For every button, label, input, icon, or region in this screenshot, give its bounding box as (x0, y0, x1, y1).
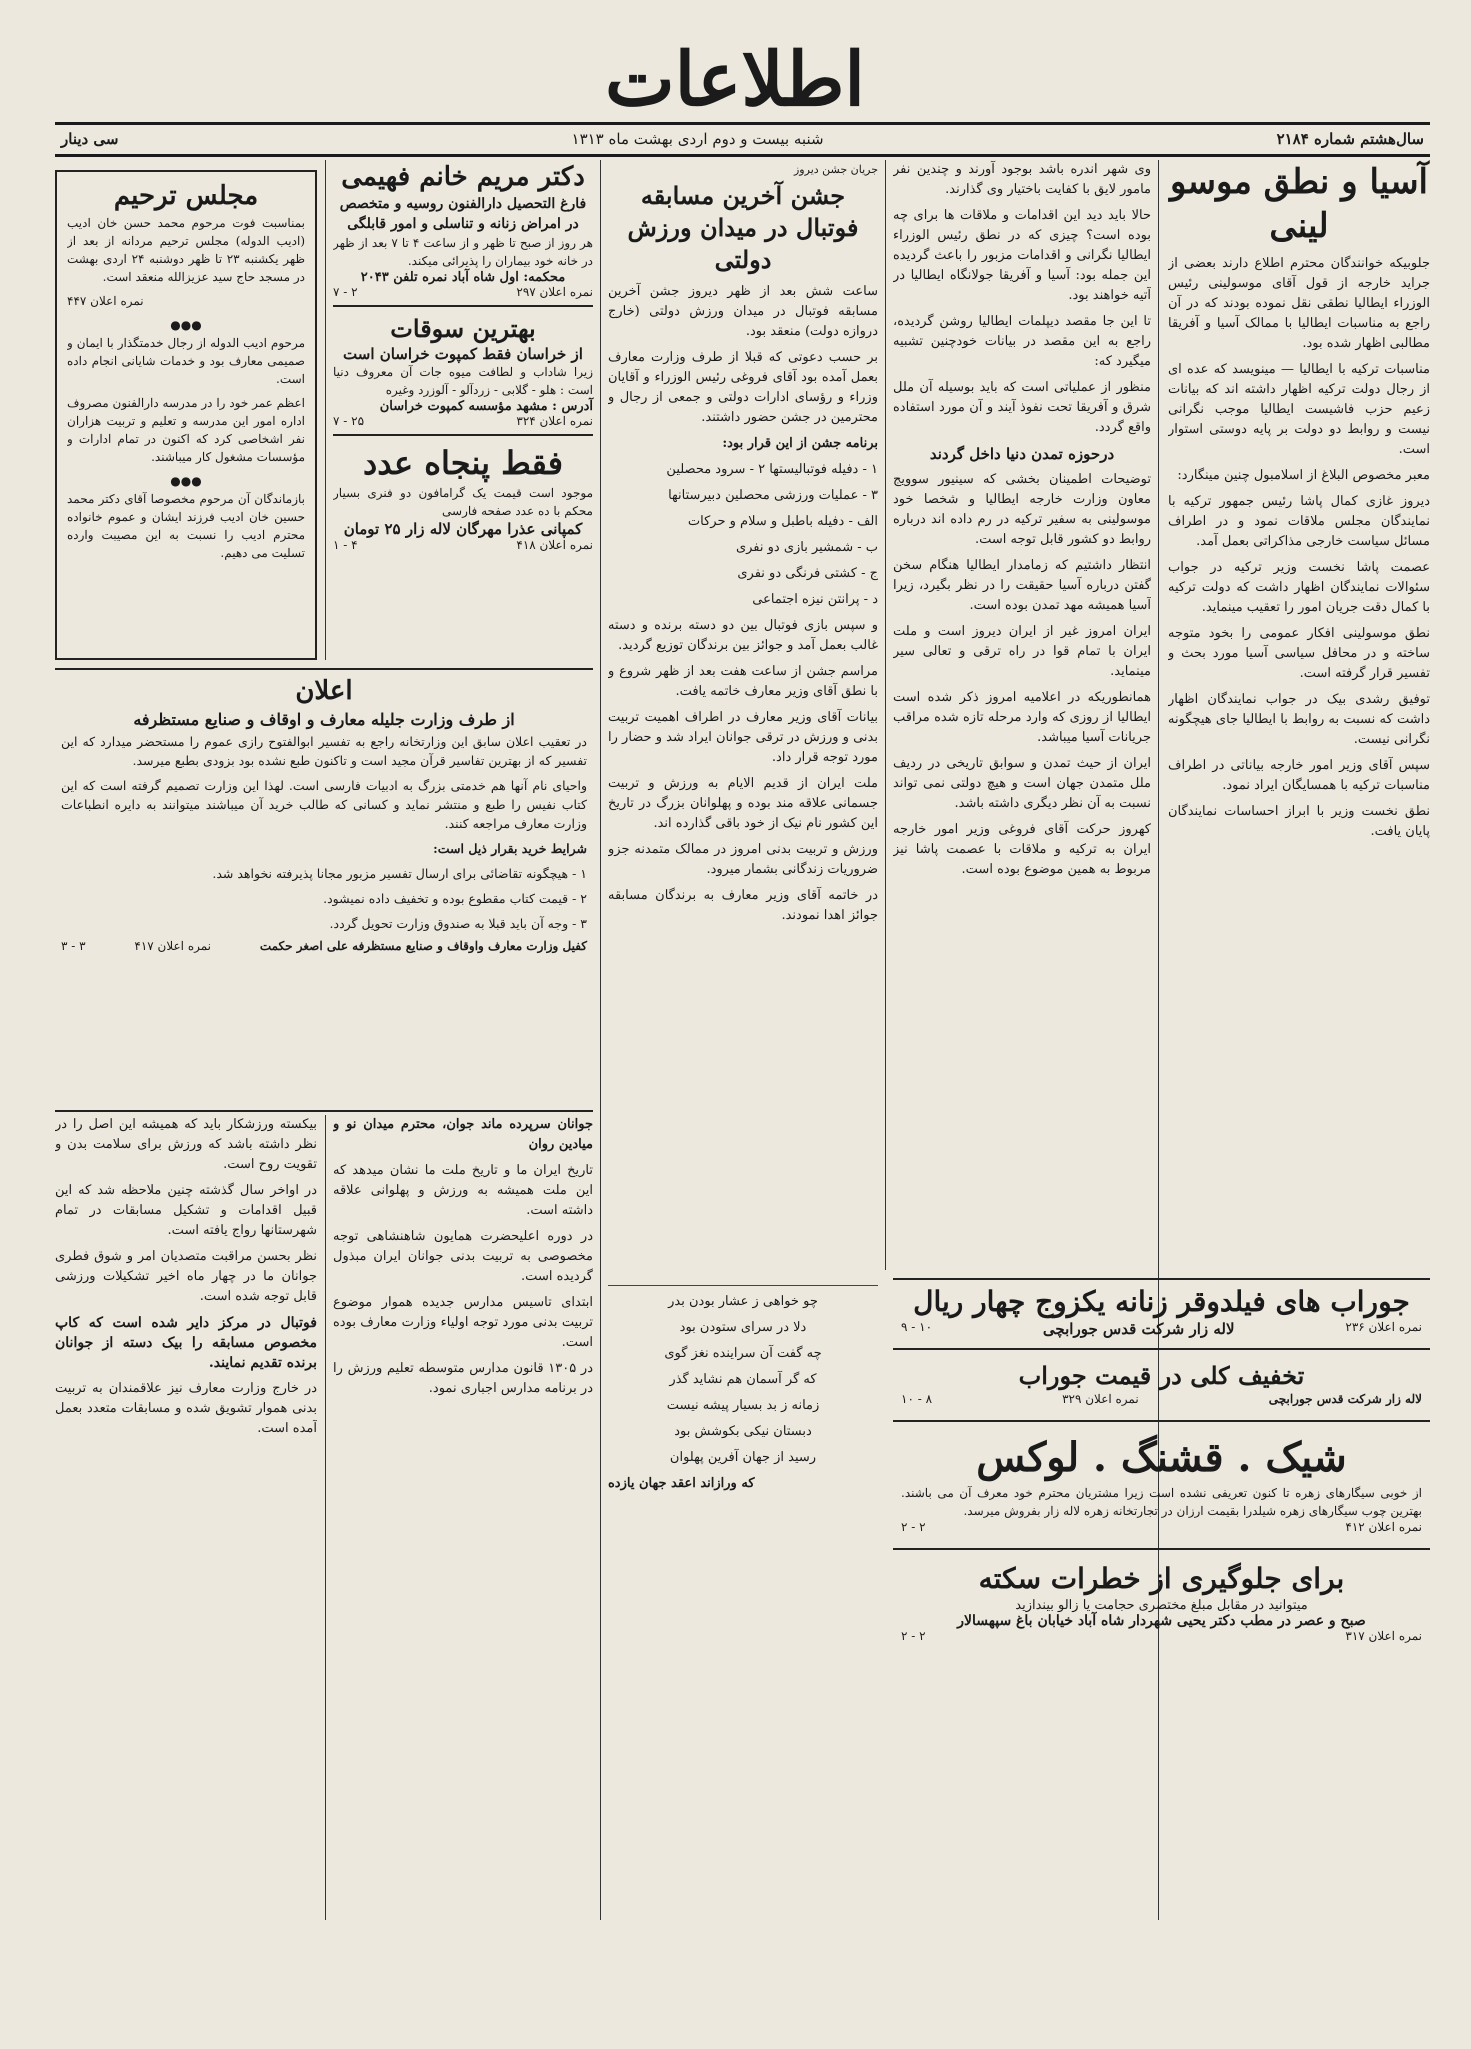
ad-code: ۱۰ - ۹ (901, 1320, 933, 1334)
article-paragraph: سپس آقای وزیر امور خارجه بیاناتی در اطراف مناسبات ترکیه با همسایگان ایراد نمود. (1168, 758, 1430, 793)
column-divider (325, 160, 326, 660)
program-item: ۱ - دفیله فوتبالیستها ۲ - سرود محصلین (666, 462, 878, 477)
article-paragraph: مراسم جشن از ساعت هفت بعد از ظهر شروع و با نطق آقای وزیر معارف خاتمه یافت. (608, 664, 878, 699)
article-paragraph: ساعت شش بعد از ظهر دیروز جشن آخرین مسابقه فوتبال در میدان ورزش دولتی (خارج دروازه دولت) منعقد بود. (608, 284, 878, 339)
ad-code: ۴ - ۱ (333, 538, 358, 552)
article-paragraph: در خاتمه آقای وزیر معارف به برندگان مسابقه جوائز اهدا نمودند. (608, 888, 878, 923)
gramophone-ad-price: ۲۵ تومان (343, 520, 401, 538)
article-paragraph: در ۱۳۰۵ قانون مدارس متوسطه تعلیم ورزش را در برنامه مدارس اجباری نمود. (333, 1361, 593, 1396)
notice-paragraph: ۳ - وجه آن باید قبلا به صندوق وزارت تحویل گردد. (329, 916, 587, 931)
article-paragraph: برنامه جشن از این قرار بود: (722, 436, 878, 451)
article-paragraph: در خارج وزارت معارف نیز علاقمندان به تربیت بدنی هموار تشویق شده و مسابقات متعدد بعمل آمده است. (55, 1381, 317, 1436)
ads-column (333, 160, 593, 660)
ad-stockings (893, 1278, 1430, 1350)
doctor-ad-subtitle: فارغ التحصیل دارالفنون روسیه و متخصص در امراض زنانه و تناسلی و امور قابلگی (339, 196, 587, 232)
article-paragraph: عصمت پاشا نخست وزیر ترکیه در جواب سئوالات نمایندگان اظهار داشت که دولت ترکیه با کمال دقت جریان امور را تعقیب مینماید. (1168, 560, 1430, 615)
compote-ad-text: زیرا شاداب و لطافت میوه جات آن معروف دنیا است : هلو - گلابی - زردآلو - آلوزرد وغیره (333, 365, 593, 397)
poem-line: زمانه ز بد بسیار پیشه نیست (666, 1398, 820, 1413)
notice-signature: کفیل وزارت معارف واوقاف و صنایع مستظرفه علی اصغر حکمت (259, 939, 587, 953)
ad-number: نمره اعلان ۳۲۹ (1062, 1392, 1139, 1406)
article-football-celebration (608, 160, 878, 1280)
ministry-notice (55, 668, 593, 1104)
article-paragraph: در دوره اعلیحضرت همایون شاهنشاهی توجه مخصوصی به تربیت بدنی جوانان ایران مبذول گردیده است. (333, 1229, 593, 1284)
article-paragraph: تاریخ ایران ما و تاریخ ملت ما نشان میدهد که این ملت همیشه به ورزش و پهلوانی علاقه داشته است. (333, 1163, 593, 1218)
issue-date: شنبه بیست و دوم اردی بهشت ماه ۱۳۱۳ (571, 130, 824, 148)
ad-number: نمره اعلان ۳۲۴ (516, 414, 593, 428)
ad-stroke-prevention (893, 1558, 1430, 1668)
masthead-top-rule (55, 122, 1430, 125)
ad-text: از خوبی سیگارهای زهره تا کنون تعریفی نشده است زیرا مشتریان محترم خود معرف آن می باشند. بهترین چوب سیگارهای زهره شیلدرا بقیمت ارزان در تجارتخانه زهره لاله زار بفروش میرسد. (901, 1486, 1422, 1518)
ad-subtitle: لاله زار شرکت قدس جورابچی (1268, 1392, 1422, 1406)
notice-paragraph: ۱ - هیچگونه تقاضائی برای ارسال تفسیر مزبور مجانا پذیرفته نخواهد شد. (212, 866, 587, 881)
article-paragraph: تا این جا مقصد دیپلمات ایطالیا روشن گردیده، راجع به این مقصد در بیانات خودچنین تشبیه میگیرد که: (893, 314, 1151, 369)
poem-line: که گر آسمان هم نشاید گذر (669, 1372, 817, 1387)
gramophone-ad-title: فقط پنجاه عدد (362, 444, 563, 482)
article-paragraph: معبر مخصوص البلاغ از اسلامبول چنین مینگارد: (1177, 468, 1430, 483)
ad-zohre-cigarettes (893, 1430, 1430, 1550)
program-item: د - پرانتن نیزه اجتماعی (752, 592, 878, 607)
article-paragraph: و سپس بازی فوتبال بین دو دسته برنده و دسته غالب بعمل آمد و جوائز بین برندگان توزیع گردید. (608, 618, 878, 653)
article-paragraph: منظور از عملیاتی است که باید بوسیله آن ملل شرق و آفریقا تحت نفوذ آیند و آن مورد استفاده واقع گردد. (893, 380, 1151, 435)
ad-title: شیک . قشنگ . لوکس (976, 1434, 1347, 1481)
article-paragraph: جلوبیکه خوانندگان محترم اطلاع دارند بعضی از جراید خارجه از قول آقای موسولینی رئیس الوزراء ایطالیا نطقی نقل نموده بودند که در آن راجع به مناسبات ایطالیا با ممالک آسیا و آفریقا مطالبی اظهار شده بود. (1168, 256, 1430, 351)
article-paragraph: نظر بحسن مراقبت متصدیان امر و شوق فطری جوانان ما در چهار ماه اخیر تشکیلات ورزشی قابل توجه شده است. (55, 1249, 317, 1304)
ad-code: ۲ - ۷ (333, 285, 358, 299)
article-kicker: جریان جشن دیروز (794, 163, 878, 176)
doctor-ad-address: محکمه: اول شاه آباد نمره تلفن ۲۰۴۳ (360, 270, 566, 285)
column-divider (325, 1115, 326, 1920)
ad-text: میتوانید در مقابل مبلغ مختصری حجامت یا زالو بیندازید (1015, 1598, 1308, 1613)
article-paragraph: بیکسته ورزشکار باید که همیشه این اصل را در نظر داشته باشد که ورزش برای سلامت بدن و تقویت روح است. (55, 1117, 317, 1172)
notice-paragraph: شرایط خرید بقرار ذیل است: (433, 841, 587, 856)
notice-paragraph: واحیای نام آنها هم خدمتی بزرگ به ادبیات فارسی است. لهذا این وزارت تصمیم گرفته است که این کتاب نفیس را طبع و منتشر نماید و کسانی که طالب خرید آن میباشند میتوانند به دایره انطباعات وزارت معارف مراجعه کنند. (61, 778, 587, 831)
notice-paragraph: ۲ - قیمت کتاب مقطوع بوده و تخفیف داده نمیشود. (323, 891, 587, 906)
section-rule (55, 1110, 593, 1112)
issue-price: سی دینار (61, 130, 119, 148)
memorial-paragraph: مرحوم ادیب الدوله از رجال خدمتگذار با ایمان و صمیمی معارف بود و خدمات شایانی انجام داده است. (67, 336, 305, 386)
program-item: الف - دفیله باطبل و سلام و حرکات (687, 514, 878, 529)
memorial-paragraph: بمناسبت فوت مرحوم محمد حسن خان ادیب (ادیب الدوله) مجلس ترحیم مردانه از بعد از ظهر یکشنبه ۲۳ تا ظهر دوشنبه ۲۴ اردی بهشت در مسجد حاج سید عزیزالله منعقد است. (67, 216, 305, 284)
article-paragraph: ایران امروز غیر از ایران دیروز است و ملت ایران با تمام قوا در راه ترقی و تعالی سیر مینماید. (893, 624, 1151, 679)
program-item: ج - کشتی فرنگی دو نفری (737, 566, 878, 581)
article-headline: جشن آخرین مسابقه فوتبال در میدان ورزش دولتی (627, 181, 859, 274)
ad-number: نمره اعلان ۳۱۷ (1345, 1629, 1422, 1643)
article-paragraph: مناسبات ترکیه با ایطالیا — مینویسد که عده ای از رجال دولت ترکیه اظهار داشته اند که بیانات زعیم حزب فاشیست ایطالیا موجب نگرانی نیست و روابط دو دولت بر پایه دوستی استوار است. (1168, 362, 1430, 457)
article-paragraph: حالا باید دید این اقدامات و ملاقات ها برای چه بوده است؟ چیزی که در نطق رئیس الوزراء ایطالیا نگرانی و اقدامات مزبور را باعث گردیده این جمله بود: آسیا و آفریقا جولانگاه ایطالیا در آتیه خواهند بود. (893, 208, 1151, 303)
article-headline: آسیا و نطق موسو لینی (1169, 162, 1429, 246)
article-paragraph: دیروز غازی کمال پاشا رئیس جمهور ترکیه با نمایندگان مجلس ملاقات نمود و در اطراف مسائل سیاست خارجی مذاکراتی بعمل آمد. (1168, 494, 1430, 549)
memorial-paragraph: اعظم عمر خود را در مدرسه دارالفنون مصروف اداره امور این مدرسه و تعلیم و تربیت هزاران نفر اشخاصی کرد که اکنون در تمام ادارات و مؤسسات مشغول کار میباشند. (67, 396, 305, 464)
ad-code: ۲ - ۲ (901, 1520, 926, 1534)
program-item: ۳ - عملیات ورزشی محصلین دبیرستانها (668, 488, 878, 503)
ad-number: نمره اعلان ۲۳۶ (1345, 1320, 1422, 1334)
article-paragraph: در اواخر سال گذشته چنین ملاحظه شد که این قبیل اقدامات و تشکیل مسابقات در تمام شهرستانها رواج یافته است. (55, 1183, 317, 1238)
column-divider (600, 160, 601, 1920)
poem-line: چه گفت آن سراینده نغز گوی (664, 1346, 822, 1361)
ad-number: نمره اعلان ۴۱۷ (134, 939, 212, 953)
gramophone-ad-text: موجود است قیمت یک گرامافون دو فنری بسیار محکم با ده عدد صفحه فارسی (333, 486, 593, 518)
article-paragraph: انتظار داشتیم که زمامدار ایطالیا هنگام سخن گفتن درباره آسیا حقیقت را در نظر بگیرد، زیرا آسیا همیشه مهد تمدن بوده است. (893, 558, 1151, 613)
notice-title: اعلان (295, 676, 353, 706)
article-paragraph: نطق موسولینی افکار عمومی را بخود متوجه ساخته و در محافل سیاسی آسیا مورد بحث و تفسیر قرار گرفته است. (1168, 626, 1430, 681)
dateline (55, 126, 1430, 152)
article-paragraph: ملت ایران از قدیم الایام به ورزش و تربیت جسمانی علاقه مند بوده و پهلوانان بزرگ در تاریخ این کشور نام نیک از خود باقی گذارده اند. (608, 776, 878, 831)
article-paragraph: وی شهر اندره باشد بوجود آورند و چندین نفر مامور لایق با کفایت باختیار وی گذارند. (893, 162, 1151, 197)
compote-ad-subtitle: از خراسان فقط کمپوت خراسان است (343, 345, 583, 363)
ad-title: تخفیف کلی در قیمت جوراب (1018, 1361, 1305, 1390)
compote-ad-address: آدرس : مشهد مؤسسه کمپوت خراسان (379, 399, 593, 414)
poem-line: دلا در سرای ستودن بود (679, 1320, 807, 1335)
article-asia-continued (893, 160, 1151, 1270)
article-paragraph: کهروز حرکت آقای فروغی وزیر امور خارجه ایران به ترکیه و ملاقات با عصمت پاشا نیز مربوط به همین موضوع بوده است. (893, 822, 1151, 877)
doctor-ad-hours: هر روز از صبح تا ظهر و از ساعت ۴ تا ۷ بعد از ظهر در خانه خود بیماران را پذیرائی میکند. (333, 236, 593, 268)
poem-line: رسید از جهان آفرین پهلوان (669, 1450, 817, 1465)
article-paragraph: توفیق رشدی بیک در جواب نمایندگان اظهار داشت که نسبت به روابط با ایطالیا جای هیچگونه نگرانی نیست. (1168, 692, 1430, 747)
ad-code: ۲۵ - ۷ (333, 414, 365, 428)
ad-code: ۲ - ۲ (901, 1629, 926, 1643)
compote-ad-title: بهترین سوقات (390, 314, 536, 343)
poem-block (608, 1285, 878, 1920)
masthead-bottom-rule (55, 154, 1430, 157)
ad-subtitle: لاله زار شرکت قدس جورابچی (1042, 1320, 1235, 1338)
ad-number: نمره اعلان ۲۹۷ (516, 285, 593, 299)
ad-number: نمره اعلان ۴۱۸ (516, 538, 593, 552)
article-paragraph: نطق نخست وزیر با ابراز احساسات نمایندگان پایان یافت. (1168, 804, 1430, 839)
article-paragraph: ایران از حیث تمدن و سوابق تاریخی در ردیف ملل متمدن جهان است و هیچ دولتی نمی تواند نسبت به آن نظر دیگری داشته باشد. (893, 756, 1151, 811)
memorial-notice: مجلس ترحیم بمناسبت فوت مرحوم محمد حسن خان ادیب (ادیب الدوله) مجلس ترحیم مردانه از بعد از ظهر یکشنبه ۲۳ تا ظهر دوشنبه ۲۴ اردی بهشت در مسجد حاج سید عزیزالله منعقد است. نمره اعلان ۴۴۷ ●●● مرحوم ادیب الدوله از رجال خدمتگذار با ایمان و صمیمی معارف بود و خدمات شایانی انجام داده است. اعظم عمر خود را در مدرسه دارالفنون مصروف اداره امور این مدرسه و تعلیم و تربیت هزاران نفر اشخاصی کرد که اکنون در تمام ادارات و مؤسسات مشغول کار میباشند. ●●● بازماندگان آن مرحوم مخصوصا آقای دکتر محمد حسین خان ادیب فرزند ایشان و عموم خانواده محترم ادیب را نسبت به این مصیبت وارده تسلیت می دهیم. (55, 170, 317, 660)
notice-subtitle: از طرف وزارت جلیله معارف و اوقاف و صنایع مستظرفه (133, 710, 515, 729)
ad-title: جوراب های فیلدوقر زنانه یکزوج چهار ریال (913, 1285, 1410, 1318)
ad-number: نمره اعلان ۴۴۷ (67, 294, 144, 308)
ad-discount (893, 1358, 1430, 1422)
article-paragraph: بیانات آقای وزیر معارف در اطراف اهمیت تربیت بدنی و ورزش در ترقی جوانان ایراد شد و حضار را مورد توجه قرار داد. (608, 710, 878, 765)
notice-paragraph: در تعقیب اعلان سابق این وزارتخانه راجع به تفسیر ابوالفتوح رازی عموم را مستحضر میدارد که این تفسیر که از بهترین تفاسیر قرآن مجید است و تاکنون طبع نشده بود بزودی بطبع میرسد. (61, 734, 587, 768)
article-paragraph: بر حسب دعوتی که قبلا از طرف وزارت معارف بعمل آمده بود آقای فروغی رئیس الوزراء و آقایان وزراء و رؤسای ادارات دولتی و جمعی از رجال و محترمین در جشن حضور داشتند. (608, 350, 878, 425)
masthead-title: اطلاعات (605, 37, 865, 123)
ad-code: ۳ - ۳ (61, 939, 86, 953)
ad-number: نمره اعلان ۴۱۲ (1345, 1520, 1422, 1534)
article-paragraph: همانطوریکه در اعلامیه امروز ذکر شده است ایطالیا از روزی که وارد مرحله تازه شده مراقب جریانات آسیا میباشد. (893, 690, 1151, 745)
column-divider (885, 160, 886, 1270)
article-paragraph: جوانان سرپرده ماند جوان، محترم میدان نو و میادین روان (333, 1117, 593, 1152)
memorial-paragraph: بازماندگان آن مرحوم مخصوصا آقای دکتر محمد حسین خان ادیب فرزند ایشان و عموم خانواده محترم ادیب را نسبت به این مصیبت وارده تسلیت می دهیم. (67, 492, 305, 560)
poem-signature: که ورازاند اعقد جهان یازده (608, 1476, 755, 1491)
ad-code: ۸ - ۱۰ (901, 1392, 933, 1406)
poem-line: چو خواهی ز عشار بودن بدر (668, 1294, 818, 1309)
issue-number: سال‌هشتم شماره ۲۱۸۴ (1276, 130, 1424, 148)
program-item: ب - شمشیر بازی دو نفری (735, 540, 878, 555)
doctor-ad-title: دکتر مریم خانم فهیمی (341, 162, 585, 192)
sports-article-continued (55, 1115, 317, 1920)
article-subheading: فوتبال در مرکز دایر شده است که کاپ مخصوص مسابقه را بیک دسته از جوانان برنده تقدیم نمایند. (55, 1315, 317, 1371)
gramophone-ad-company: کمپانی عذرا مهرگان لاله زار (405, 520, 583, 538)
ad-title: برای جلوگیری از خطرات سکته (978, 1562, 1345, 1595)
sports-article-continued (333, 1115, 593, 1920)
poem-line: دبستان نیکی بکوشش بود (674, 1424, 812, 1439)
article-asia-mussolini (1168, 160, 1430, 1270)
article-paragraph: ورزش و تربیت بدنی امروز در ممالک متمدنه جزو ضروریات زندگانی بشمار میرود. (608, 842, 878, 877)
ad-address: صبح و عصر در مطب دکتر یحیی شهردار شاه آباد خیابان باغ سپهسالار (957, 1613, 1366, 1629)
article-subheading: درحوزه تمدن دنیا داخل گردند (929, 445, 1115, 463)
memorial-headline: مجلس ترحیم (113, 181, 259, 211)
article-paragraph: توضیحات اطمینان بخشی که سینیور سوویج معاون وزارت خارجه ایطالیا و شخصا خود موسولینی به سفیر ترکیه در رم داده اند درباره روابط دو کشور قابل توجه است. (893, 472, 1151, 547)
article-paragraph: ابتدای تاسیس مدارس جدیده هموار موضوع تربیت بدنی مورد توجه اولیاء وزارت معارف بوده است. (333, 1295, 593, 1350)
